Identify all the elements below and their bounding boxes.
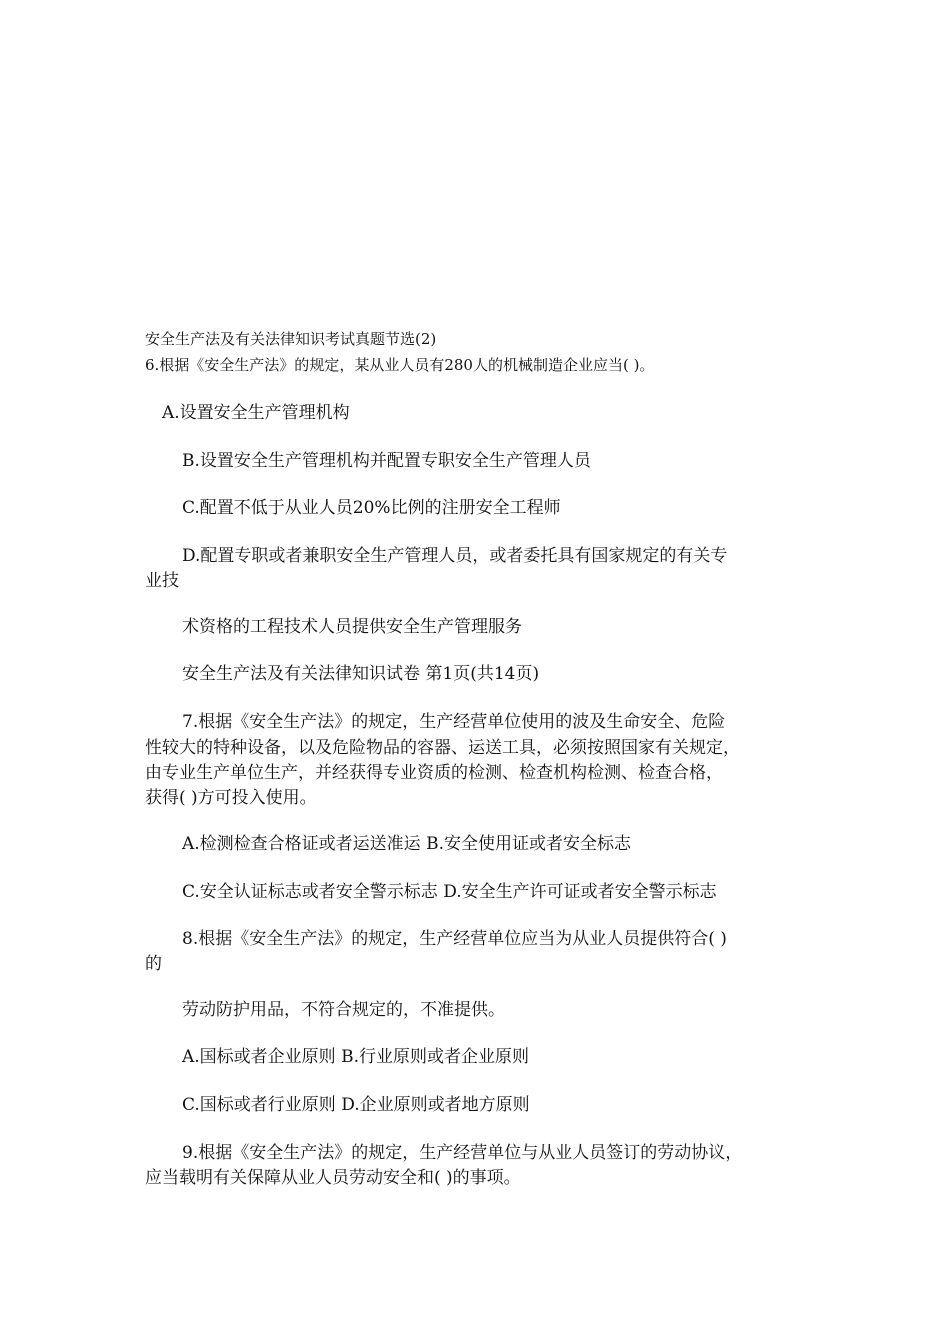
question-6-option-b: B.设置安全生产管理机构并配置专职安全生产管理人员 <box>182 451 591 471</box>
question-7-options-ab: A.检测检查合格证或者运送准运 B.安全使用证或者安全标志 <box>182 834 631 854</box>
question-6-option-d: D.配置专职或者兼职安全生产管理人员，或者委托具有国家规定的有关专 <box>182 546 728 566</box>
question-8-stem-line-2: 的 <box>145 954 162 974</box>
question-9-stem: 9.根据《安全生产法》的规定，生产经营单位与从业人员签订的劳动协议， <box>182 1143 743 1163</box>
question-8-stem: 8.根据《安全生产法》的规定，生产经营单位应当为从业人员提供符合( ) <box>182 929 727 949</box>
question-8-options-ab: A.国标或者企业原则 B.行业原则或者企业原则 <box>182 1047 529 1067</box>
question-6-option-d-continued: 业技 <box>145 571 179 591</box>
question-6-option-c: C.配置不低于从业人员20%比例的注册安全工程师 <box>182 498 561 518</box>
question-7-options-cd: C.安全认证标志或者安全警示标志 D.安全生产许可证或者安全警示标志 <box>182 882 717 902</box>
page-footer: 安全生产法及有关法律知识试卷 第1页(共14页) <box>182 664 540 684</box>
question-8-options-cd: C.国标或者行业原则 D.企业原则或者地方原则 <box>182 1095 530 1115</box>
question-6-option-d-continued-2: 术资格的工程技术人员提供安全生产管理服务 <box>182 617 522 637</box>
question-8-stem-line-3: 劳动防护用品，不符合规定的，不准提供。 <box>182 1000 505 1020</box>
question-7-stem-line-2: 性较大的特种设备，以及危险物品的容器、运送工具，必须按照国家有关规定， <box>145 738 740 758</box>
question-7-stem-line-4: 获得( )方可投入使用。 <box>145 788 317 808</box>
question-9-stem-line-2: 应当载明有关保障从业人员劳动安全和( )的事项。 <box>145 1168 521 1188</box>
question-6-option-a: A.设置安全生产管理机构 <box>162 403 350 423</box>
question-7-stem-line-3: 由专业生产单位生产，并经获得专业资质的检测、检查机构检测、检查合格， <box>145 763 723 783</box>
question-6-stem: 6.根据《安全生产法》的规定，某从业人员有280人的机械制造企业应当( )。 <box>145 356 655 374</box>
question-7-stem: 7.根据《安全生产法》的规定，生产经营单位使用的波及生命安全、危险 <box>182 712 726 732</box>
document-title: 安全生产法及有关法律知识考试真题节选(2) <box>145 330 437 348</box>
